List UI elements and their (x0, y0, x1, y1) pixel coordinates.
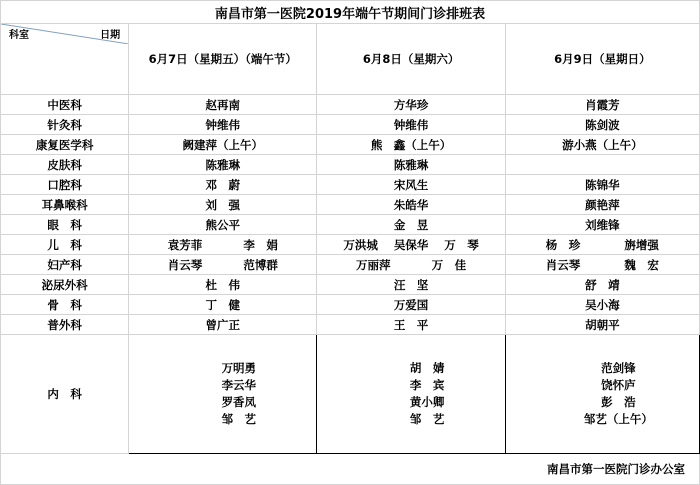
dept-cell: 内 科 (1, 335, 129, 454)
schedule-row (1, 115, 700, 135)
internal-d3-names (584, 360, 653, 428)
duty-cell-day3 (505, 235, 699, 255)
duty-cell-day3 (505, 135, 699, 155)
doctor-name: 肖云琴 (167, 257, 203, 272)
duty-cell-day2 (317, 255, 505, 275)
doctor-name: 汪 坚 (393, 277, 429, 292)
doctor-name: 李云华 (221, 378, 257, 392)
doctor-name: 朱皓华 (393, 197, 429, 212)
duty-cell-day2 (317, 175, 505, 195)
dept-cell: 儿 科 (1, 235, 129, 255)
doctor-name: 袁芳菲 (167, 237, 203, 252)
duty-cell-day3 (505, 155, 699, 175)
doctor-name: 胡 婧 (409, 361, 445, 375)
duty-cell-day1 (129, 295, 317, 315)
duty-cell-day3 (505, 195, 699, 215)
doctor-name: 万洪城 (343, 237, 378, 252)
duty-cell-day1 (129, 215, 317, 235)
duty-cell-day2 (317, 195, 505, 215)
duty-cell-day3 (505, 95, 699, 115)
doctor-name: 饶怀庐 (601, 378, 636, 392)
doctor-name: 邹 艺 (409, 412, 445, 426)
doctor-name: 邹 艺 (221, 412, 257, 426)
dept-cell: 耳鼻喉科 (1, 195, 129, 215)
dept-cell: 中医科 (1, 95, 129, 115)
date-header-2: 6月8日（星期六） (317, 24, 505, 95)
duty-cell-day2 (317, 135, 505, 155)
header-row (1, 24, 700, 95)
doctor-name: 陈锦华 (585, 177, 620, 192)
schedule-row (1, 135, 700, 155)
duty-cell-day3 (505, 115, 699, 135)
duty-cell-day2 (317, 95, 505, 115)
dept-cell: 康复医学科 (1, 135, 129, 155)
doctor-name: 方华珍 (393, 97, 429, 112)
doctor-name: 邓 蔚 (205, 177, 241, 192)
doctor-name: 李 宾 (409, 378, 445, 392)
doctor-name: 刘维锋 (585, 217, 620, 232)
doctor-name: 范剑锋 (601, 361, 636, 375)
doctor-name: 钟维伟 (205, 117, 241, 132)
duty-cell-day1 (129, 275, 317, 295)
page-title: 南昌市第一医院2019年端午节期间门诊排班表 (1, 1, 700, 24)
doctor-name: 万爱国 (393, 297, 429, 312)
doctor-name: 万 佳 (431, 257, 467, 272)
dept-header-label: 科室 (9, 30, 29, 41)
duty-cell-day2 (317, 115, 505, 135)
doctor-name: 陈剑波 (585, 117, 620, 132)
duty-cell-day1 (129, 175, 317, 195)
schedule-rows (1, 95, 700, 335)
doctor-name: 陈雅琳 (205, 157, 241, 172)
internal-d1-names (222, 360, 257, 428)
schedule-row (1, 155, 700, 175)
duty-cell-day3 (505, 275, 699, 295)
date-header-label: 日期 (100, 30, 121, 41)
dept-cell: 针灸科 (1, 115, 129, 135)
schedule-row (1, 255, 700, 275)
doctor-name: 熊 鑫（上午） (370, 137, 452, 152)
duty-cell-day1 (129, 195, 317, 215)
duty-cell-day1 (129, 255, 317, 275)
duty-cell-day1 (129, 95, 317, 115)
date-header-1: 6月7日（星期五）（端午节） (129, 24, 317, 95)
duty-cell-day3 (505, 295, 699, 315)
doctor-name: 阙建萍（上午） (182, 137, 264, 152)
duty-cell-day2 (317, 235, 505, 255)
doctor-name: 曾广正 (205, 317, 241, 332)
duty-cell-day3 (505, 255, 699, 275)
footer-signature: 南昌市第一医院门诊办公室 (1, 454, 700, 485)
doctor-name: 杨 珍 (545, 237, 581, 252)
doctor-name: 邹艺（上午） (583, 412, 653, 426)
doctor-name: 颜艳萍 (585, 197, 620, 212)
duty-cell-day2 (317, 295, 505, 315)
footer-row (1, 454, 700, 485)
internal-d2-names (410, 360, 445, 428)
doctor-name: 游小燕（上午） (562, 137, 643, 152)
duty-cell-day2 (317, 155, 505, 175)
doctor-name: 刘 强 (205, 197, 241, 212)
doctor-name: 熊公平 (205, 217, 241, 232)
doctor-name: 彭 浩 (601, 395, 636, 409)
doctor-name: 罗香凤 (221, 395, 257, 409)
doctor-name: 万丽萍 (356, 257, 391, 272)
doctor-name: 丁 健 (205, 297, 241, 312)
schedule-row (1, 275, 700, 295)
dept-cell: 妇产科 (1, 255, 129, 275)
doctor-name: 万明勇 (221, 361, 257, 375)
doctor-name: 钟维伟 (393, 117, 429, 132)
duty-cell-day2 (317, 215, 505, 235)
doctor-name: 范博群 (243, 257, 278, 272)
doctor-name: 杜 伟 (205, 277, 241, 292)
dept-cell: 眼 科 (1, 215, 129, 235)
schedule-row (1, 175, 700, 195)
doctor-name: 王 平 (393, 317, 429, 332)
dept-cell: 普外科 (1, 315, 129, 335)
doctor-name: 旃增强 (624, 237, 659, 252)
schedule-row (1, 315, 700, 335)
schedule-row (1, 195, 700, 215)
doctor-name: 吴小海 (585, 297, 620, 312)
duty-cell-day1 (129, 235, 317, 255)
duty-cell-day1 (129, 115, 317, 135)
doctor-name: 吴保华 (393, 237, 429, 252)
duty-cell-day1 (129, 315, 317, 335)
schedule-row (1, 295, 700, 315)
duty-cell-day2 (317, 315, 505, 335)
dept-cell: 骨 科 (1, 295, 129, 315)
duty-cell-day1 (129, 135, 317, 155)
duty-cell-day3 (505, 215, 699, 235)
duty-cell-day3 (505, 315, 699, 335)
duty-cell-day2 (317, 275, 505, 295)
doctor-name: 黄小卿 (409, 395, 445, 409)
doctor-name: 万 琴 (444, 237, 479, 252)
doctor-name: 舒 靖 (585, 277, 620, 292)
doctor-name: 宋风生 (393, 177, 429, 192)
duty-cell-day3 (505, 175, 699, 195)
doctor-name: 胡朝平 (585, 317, 620, 332)
dept-cell: 皮肤科 (1, 155, 129, 175)
doctor-name: 赵再南 (205, 97, 241, 112)
schedule-row (1, 235, 700, 255)
date-header-3: 6月9日（星期日） (505, 24, 699, 95)
schedule-row (1, 95, 700, 115)
schedule-row (1, 215, 700, 235)
doctor-name: 肖云琴 (545, 257, 581, 272)
doctor-name: 陈雅琳 (393, 157, 429, 172)
doctor-name: 肖霞芳 (585, 97, 620, 112)
dept-cell: 口腔科 (1, 175, 129, 195)
corner-cell (1, 24, 129, 95)
dept-cell: 泌尿外科 (1, 275, 129, 295)
duty-cell-day1 (129, 155, 317, 175)
doctor-name: 金 昱 (393, 217, 429, 232)
doctor-name: 李 娟 (243, 237, 278, 252)
doctor-name: 魏 宏 (624, 257, 659, 272)
